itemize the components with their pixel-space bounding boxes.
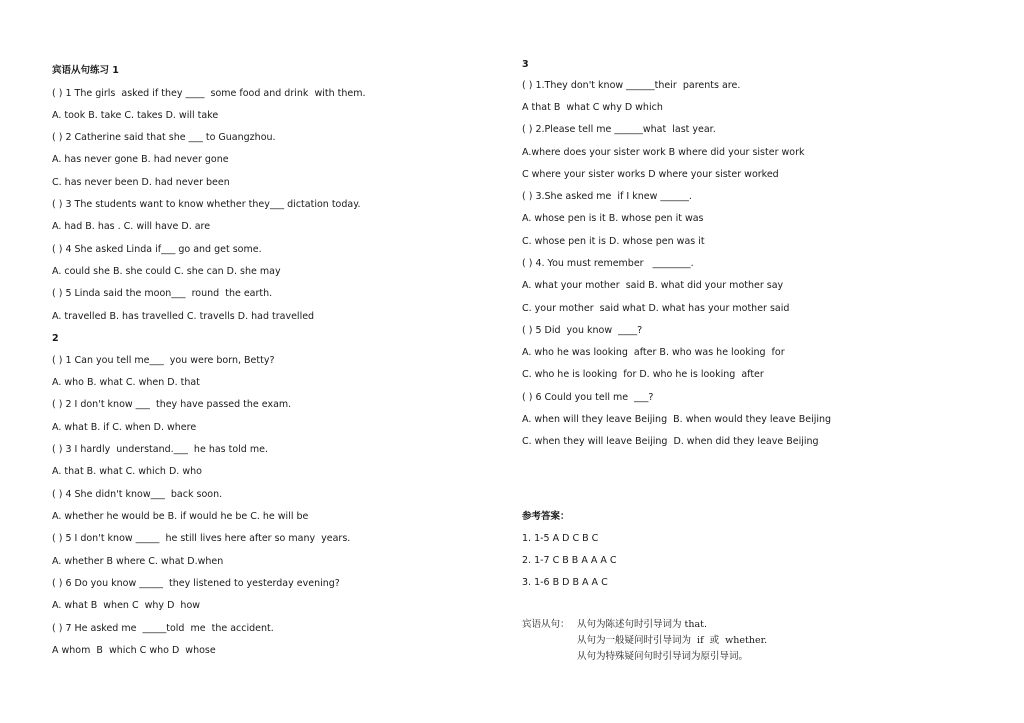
question-line: ( ) 6 Do you know _____ they listened to yesterday evening? xyxy=(52,578,340,589)
answers-title: 参考答案： xyxy=(522,511,570,522)
question-line: ( ) 4 She didn't know___ back soon. xyxy=(52,489,223,500)
question-line: ( ) 2 Catherine said that she ___ to Guangzhou. xyxy=(52,132,276,143)
option-line: C where your sister works D where your sister worked xyxy=(522,169,779,180)
option-line: A. what B. if C. when D. where xyxy=(52,422,197,433)
option-line: A. had B. has . C. will have D. are xyxy=(52,221,211,232)
section-1-title: 宾语从句练习 1 xyxy=(52,65,119,76)
grammar-note-heading: 宾语从句： xyxy=(522,619,570,630)
question-line: ( ) 1 Can you tell me___ you were born, Betty? xyxy=(52,355,275,366)
grammar-note-line: 从句为特殊疑问句时引导词为原引导词。 xyxy=(577,651,749,662)
option-line: A. that B. what C. which D. who xyxy=(52,466,202,477)
question-line: ( ) 2.Please tell me ______what last year. xyxy=(522,124,716,135)
section-2-title: 2 xyxy=(52,333,59,344)
question-line: ( ) 4 She asked Linda if___ go and get some. xyxy=(52,244,262,255)
option-line: A. when will they leave Beijing B. when would they leave Beijing xyxy=(522,414,832,425)
question-line: ( ) 2 I don't know ___ they have passed the exam. xyxy=(52,399,292,410)
question-line: ( ) 6 Could you tell me ___? xyxy=(522,392,654,403)
option-line: C. whose pen it is D. whose pen was it xyxy=(522,236,705,247)
option-line: C. when they will leave Beijing D. when did they leave Beijing xyxy=(522,436,819,447)
option-line: C. who he is looking for D. who he is looking after xyxy=(522,369,764,380)
option-line: A. what B when C why D how xyxy=(52,600,201,611)
question-line: ( ) 5 I don't know _____ he still lives here after so many years. xyxy=(52,533,351,544)
question-line: ( ) 3.She asked me if I knew ______. xyxy=(522,191,692,202)
option-line: A. who he was looking after B. who was he looking for xyxy=(522,347,785,358)
option-line: C. your mother said what D. what has your mother said xyxy=(522,303,790,314)
question-line: ( ) 5 Did you know ____? xyxy=(522,325,643,336)
question-line: ( ) 4. You must remember ________. xyxy=(522,258,694,269)
option-line: A. whether he would be B. if would he be C. he will be xyxy=(52,511,309,522)
question-line: ( ) 5 Linda said the moon___ round the earth. xyxy=(52,288,273,299)
option-line: A. travelled B. has travelled C. travells D. had travelled xyxy=(52,311,315,322)
option-line: A. whether B where C. what D.when xyxy=(52,556,224,567)
answer-line: 3. 1-6 B D B A A C xyxy=(522,577,608,588)
section-3-title: 3 xyxy=(522,59,529,70)
option-line: A. has never gone B. had never gone xyxy=(52,154,229,165)
option-line: A. who B. what C. when D. that xyxy=(52,377,200,388)
grammar-note-line: 从句为陈述句时引导词为 that. xyxy=(577,619,707,630)
option-line: A that B what C why D which xyxy=(522,102,663,113)
option-line: A. what your mother said B. what did your mother say xyxy=(522,280,784,291)
answer-line: 2. 1-7 C B B A A A C xyxy=(522,555,617,566)
question-line: ( ) 7 He asked me _____told me the accident. xyxy=(52,623,274,634)
option-line: A.where does your sister work B where did your sister work xyxy=(522,147,805,158)
option-line: A. could she B. she could C. she can D. she may xyxy=(52,266,281,277)
question-line: ( ) 1 The girls asked if they ____ some food and drink with them. xyxy=(52,88,366,99)
option-line: C. has never been D. had never been xyxy=(52,177,230,188)
question-line: ( ) 3 I hardly understand.___ he has told me. xyxy=(52,444,268,455)
answer-line: 1. 1-5 A D C B C xyxy=(522,533,599,544)
option-line: A whom B which C who D whose xyxy=(52,645,216,656)
question-line: ( ) 3 The students want to know whether they___ dictation today. xyxy=(52,199,361,210)
option-line: A. took B. take C. takes D. will take xyxy=(52,110,219,121)
question-line: ( ) 1.They don't know ______their parents are. xyxy=(522,80,741,91)
grammar-note-line: 从句为一般疑问时引导词为 if 或 whether. xyxy=(577,635,768,646)
option-line: A. whose pen is it B. whose pen it was xyxy=(522,213,704,224)
